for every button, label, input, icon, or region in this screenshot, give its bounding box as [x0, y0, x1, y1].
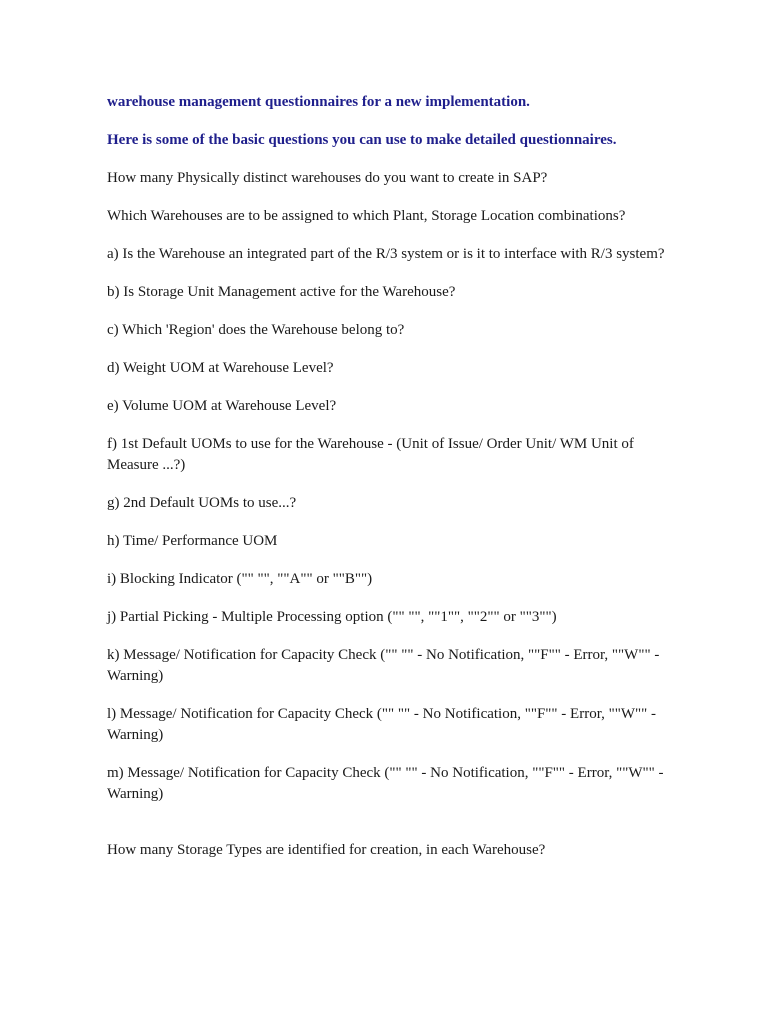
question-paragraph: d) Weight UOM at Warehouse Level?	[107, 360, 334, 376]
question-paragraph: j) Partial Picking - Multiple Processing option ("" "", ""1"", ""2"" or ""3"")	[107, 609, 557, 625]
question-paragraph: How many Physically distinct warehouses do you want to create in SAP?	[107, 170, 548, 186]
question-paragraph: e) Volume UOM at Warehouse Level?	[107, 398, 337, 414]
question-paragraph: m) Message/ Notification for Capacity Check ("" "" - No Notification, ""F"" - Error, ""W"" - Warning)	[107, 765, 664, 802]
question-paragraph: f) 1st Default UOMs to use for the Warehouse - (Unit of Issue/ Order Unit/ WM Unit of Measure ...?)	[107, 436, 634, 473]
question-paragraph: l) Message/ Notification for Capacity Check ("" "" - No Notification, ""F"" - Error, ""W"" - Warning)	[107, 706, 656, 743]
question-paragraph: h) Time/ Performance UOM	[107, 533, 278, 549]
document-title: warehouse management questionnaires for a new implementation.	[107, 94, 530, 110]
question-paragraph: How many Storage Types are identified for creation, in each Warehouse?	[107, 842, 546, 858]
document-subtitle: Here is some of the basic questions you can use to make detailed questionnaires.	[107, 132, 617, 148]
question-paragraph: b) Is Storage Unit Management active for the Warehouse?	[107, 284, 456, 300]
question-paragraph: Which Warehouses are to be assigned to which Plant, Storage Location combinations?	[107, 208, 626, 224]
document-page	[107, 92, 667, 861]
question-paragraph: i) Blocking Indicator ("" "", ""A"" or ""B"")	[107, 571, 373, 587]
question-paragraph: k) Message/ Notification for Capacity Check ("" "" - No Notification, ""F"" - Error, ""W"" - Warning)	[107, 647, 660, 684]
question-paragraph: c) Which 'Region' does the Warehouse belong to?	[107, 322, 405, 338]
question-paragraph: a) Is the Warehouse an integrated part of the R/3 system or is it to interface with R/3 system?	[107, 246, 665, 262]
question-paragraph: g) 2nd Default UOMs to use...?	[107, 495, 297, 511]
